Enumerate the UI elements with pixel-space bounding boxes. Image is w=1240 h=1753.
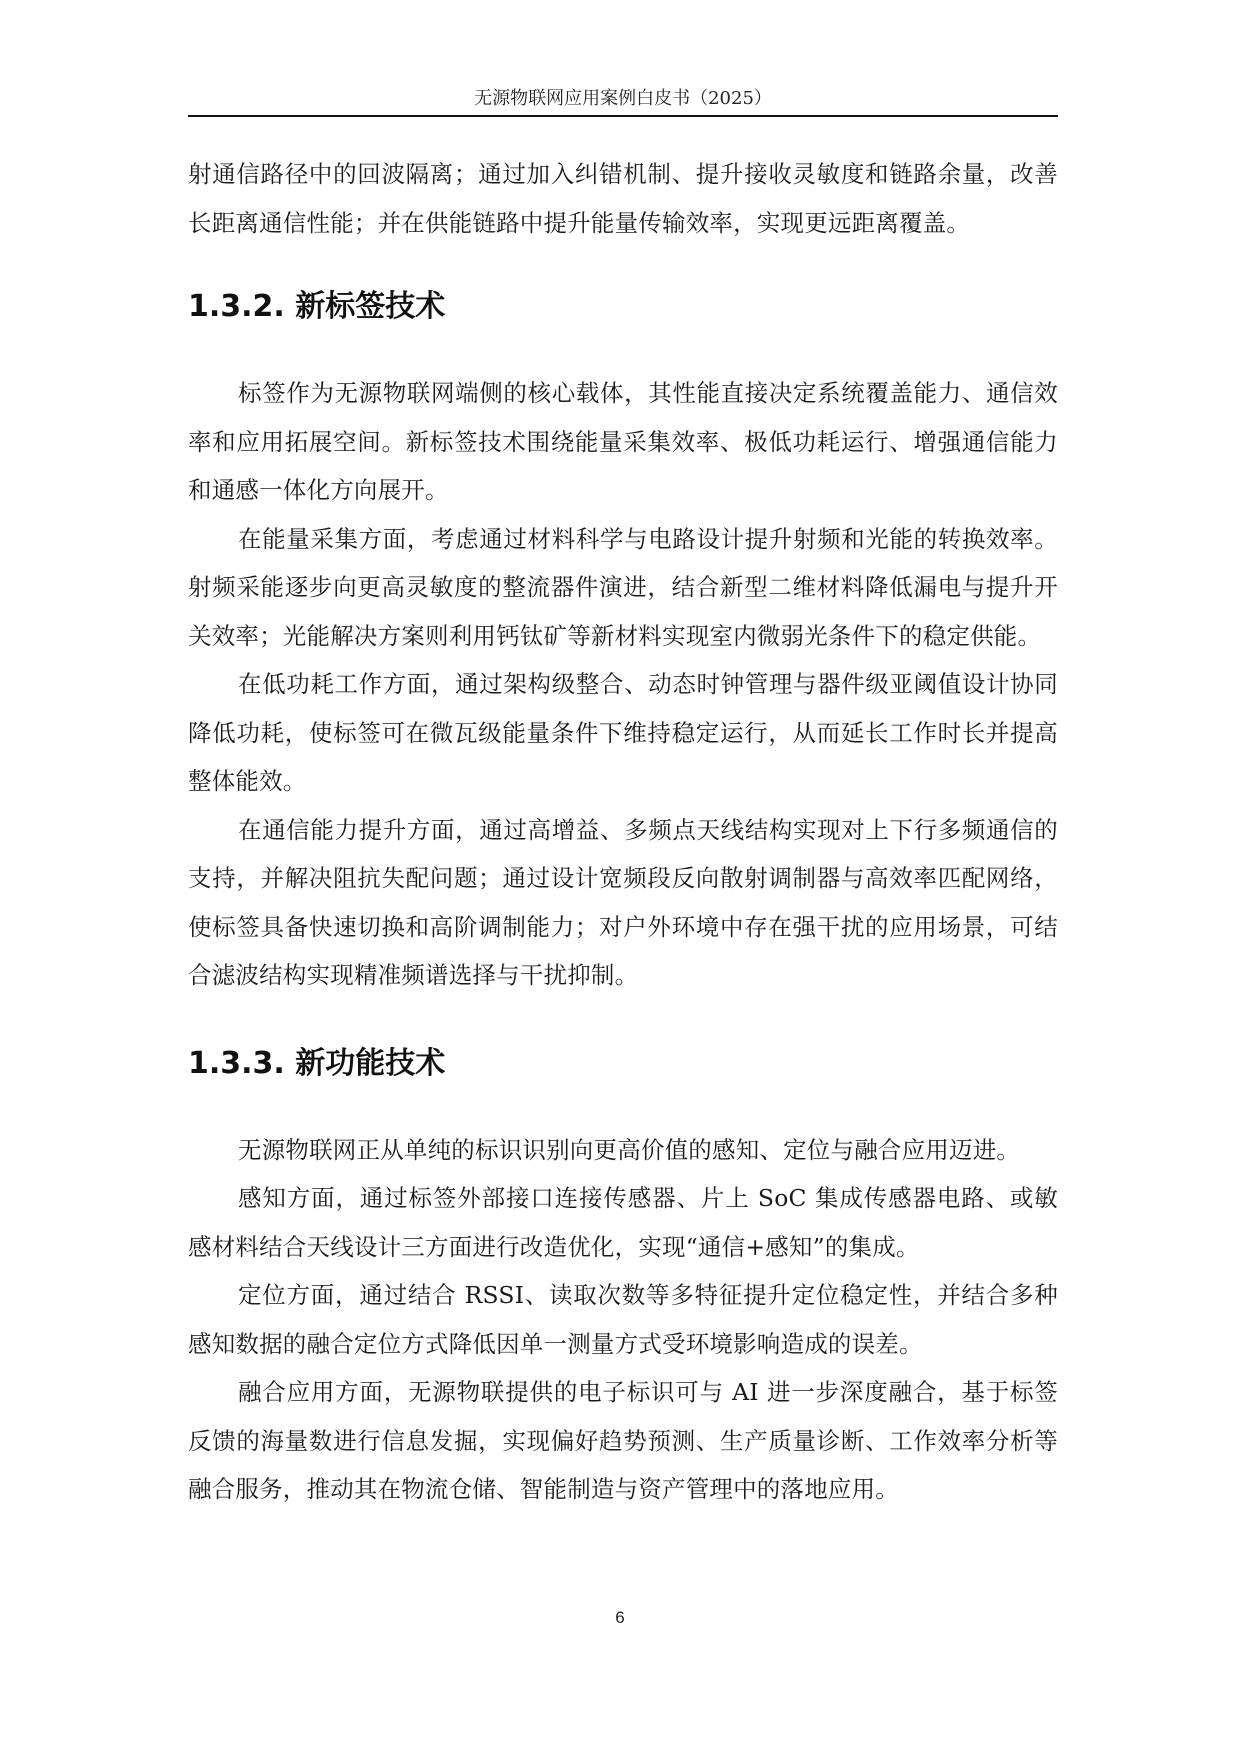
paragraph: 在低功耗工作方面，通过架构级整合、动态时钟管理与器件级亚阈值设计协同降低功耗，使标签可在微瓦级能量条件下维持稳定运行，从而延长工作时长并提高整体能效。	[188, 670, 1058, 795]
paragraph: 无源物联网正从单纯的标识识别向更高价值的感知、定位与融合应用迈进。	[238, 1135, 1021, 1164]
page-number: 6	[615, 1608, 625, 1627]
paragraph: 定位方面，通过结合 RSSI、读取次数等多特征提升定位稳定性，并结合多种感知数据的融合定位方式降低因单一测量方式受环境影响造成的误差。	[188, 1281, 1058, 1358]
header-rule	[188, 115, 1058, 117]
paragraph: 在通信能力提升方面，通过高增益、多频点天线结构实现对上下行多频通信的支持，并解决阻抗失配问题；通过设计宽频段反向散射调制器与高效率匹配网络，使标签具备快速切换和高阶调制能力；对户外环境中存在强干扰的应用场景，可结合滤波结构实现精准频谱选择与干扰抑制。	[188, 815, 1058, 989]
paragraph: 感知方面，通过标签外部接口连接传感器、片上 SoC 集成传感器电路、或敏感材料结合天线设计三方面进行改造优化，实现“通信+感知”的集成。	[188, 1184, 1058, 1261]
page-content	[188, 150, 1058, 1514]
paragraph: 融合应用方面，无源物联提供的电子标识可与 AI 进一步深度融合，基于标签反馈的海量数进行信息发掘，实现偏好趋势预测、生产质量诊断、工作效率分析等融合服务，推动其在物流仓储、智能制造与资产管理中的落地应用。	[188, 1378, 1058, 1503]
section-heading-1-3-2: 1.3.2. 新标签技术	[188, 289, 446, 324]
section-heading-1-3-3: 1.3.3. 新功能技术	[188, 1045, 446, 1081]
intro-paragraph: 射通信路径中的回波隔离；通过加入纠错机制、提升接收灵敏度和链路余量，改善长距离通信性能；并在供能链路中提升能量传输效率，实现更远距离覆盖。	[188, 160, 1058, 237]
running-header: 无源物联网应用案例白皮书（2025）	[474, 88, 772, 109]
paragraph: 在能量采集方面，考虑通过材料科学与电路设计提升射频和光能的转换效率。射频采能逐步向更高灵敏度的整流器件演进，结合新型二维材料降低漏电与提升开关效率；光能解决方案则利用钙钛矿等新材料实现室内微弱光条件下的稳定供能。	[188, 524, 1058, 650]
paragraph: 标签作为无源物联网端侧的核心载体，其性能直接决定系统覆盖能力、通信效率和应用拓展空间。新标签技术围绕能量采集效率、极低功耗运行、增强通信能力和通感一体化方向展开。	[188, 379, 1058, 504]
